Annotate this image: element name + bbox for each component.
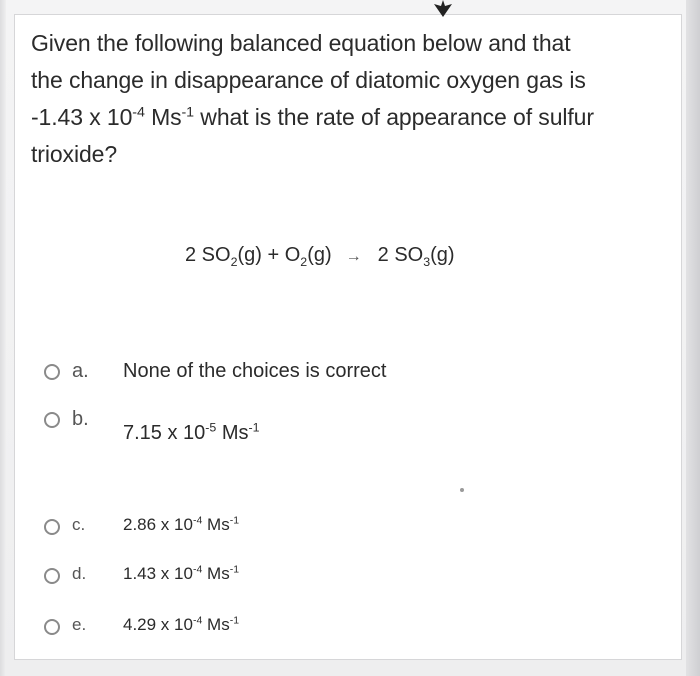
option-exponent: -5	[205, 420, 217, 435]
option-unit-exponent: -1	[229, 563, 240, 576]
right-edge	[686, 0, 700, 676]
option-exponent: -4	[192, 514, 203, 527]
rate-value: -1.43 x 10	[31, 104, 133, 130]
radio-button-icon[interactable]	[44, 519, 60, 535]
question-line-3	[31, 99, 656, 136]
option-unit: Ms	[216, 422, 249, 444]
equation-term-2: (g) + O	[237, 244, 301, 266]
option-letter: e.	[72, 615, 87, 634]
option-mantissa: 4.29 x 10	[123, 615, 193, 634]
option-letter: d.	[72, 564, 87, 583]
radio-button-icon[interactable]	[44, 412, 60, 428]
question-line-1: Given the following balanced equation below and that	[31, 30, 571, 56]
option-letter: c.	[72, 515, 86, 534]
option-mantissa: 1.43 x 10	[123, 564, 193, 583]
option-text[interactable]	[123, 515, 239, 535]
rate-unit-exponent: -1	[181, 104, 195, 121]
option-unit: Ms	[202, 564, 230, 583]
equation-subscript-1: 2	[230, 255, 238, 269]
reaction-arrow-icon: →	[345, 248, 362, 265]
option-text[interactable]: None of the choices is correct	[123, 360, 387, 382]
option-exponent: -4	[192, 614, 203, 627]
stray-dot	[460, 488, 464, 492]
option-letter: b.	[72, 408, 89, 430]
radio-button-icon[interactable]	[44, 364, 60, 380]
option-unit-exponent: -1	[229, 614, 240, 627]
radio-button-icon[interactable]	[44, 568, 60, 584]
question-line-3-suffix: what is the rate of appearance of sulfur	[194, 104, 594, 130]
option-unit-exponent: -1	[248, 420, 260, 435]
radio-button-icon[interactable]	[44, 619, 60, 635]
equation-product: 2 SO	[377, 244, 424, 266]
option-letter: a.	[72, 360, 89, 382]
equation-product-state: (g)	[430, 244, 455, 266]
option-text[interactable]	[123, 564, 239, 584]
question-text	[31, 25, 656, 173]
option-mantissa: 2.86 x 10	[123, 515, 193, 534]
equation-state-2: (g)	[307, 244, 332, 266]
equation-term-1: 2 SO	[185, 244, 231, 266]
question-line-4: trioxide?	[31, 141, 118, 167]
option-unit: Ms	[202, 515, 230, 534]
question-line-2: the change in disappearance of diatomic oxygen gas is	[31, 67, 586, 93]
rate-unit: Ms	[144, 104, 182, 130]
option-mantissa: 7.15 x 10	[123, 422, 206, 444]
option-unit: Ms	[202, 615, 230, 634]
equation-subscript-2: 2	[300, 255, 308, 269]
mouse-cursor-icon	[428, 0, 458, 18]
left-edge	[0, 0, 6, 676]
rate-exponent: -4	[132, 104, 145, 121]
option-unit-exponent: -1	[229, 514, 240, 527]
balanced-equation	[185, 244, 455, 267]
option-exponent: -4	[192, 563, 203, 576]
option-text[interactable]	[123, 422, 260, 445]
option-text[interactable]	[123, 615, 239, 635]
equation-subscript-3: 3	[423, 255, 431, 269]
